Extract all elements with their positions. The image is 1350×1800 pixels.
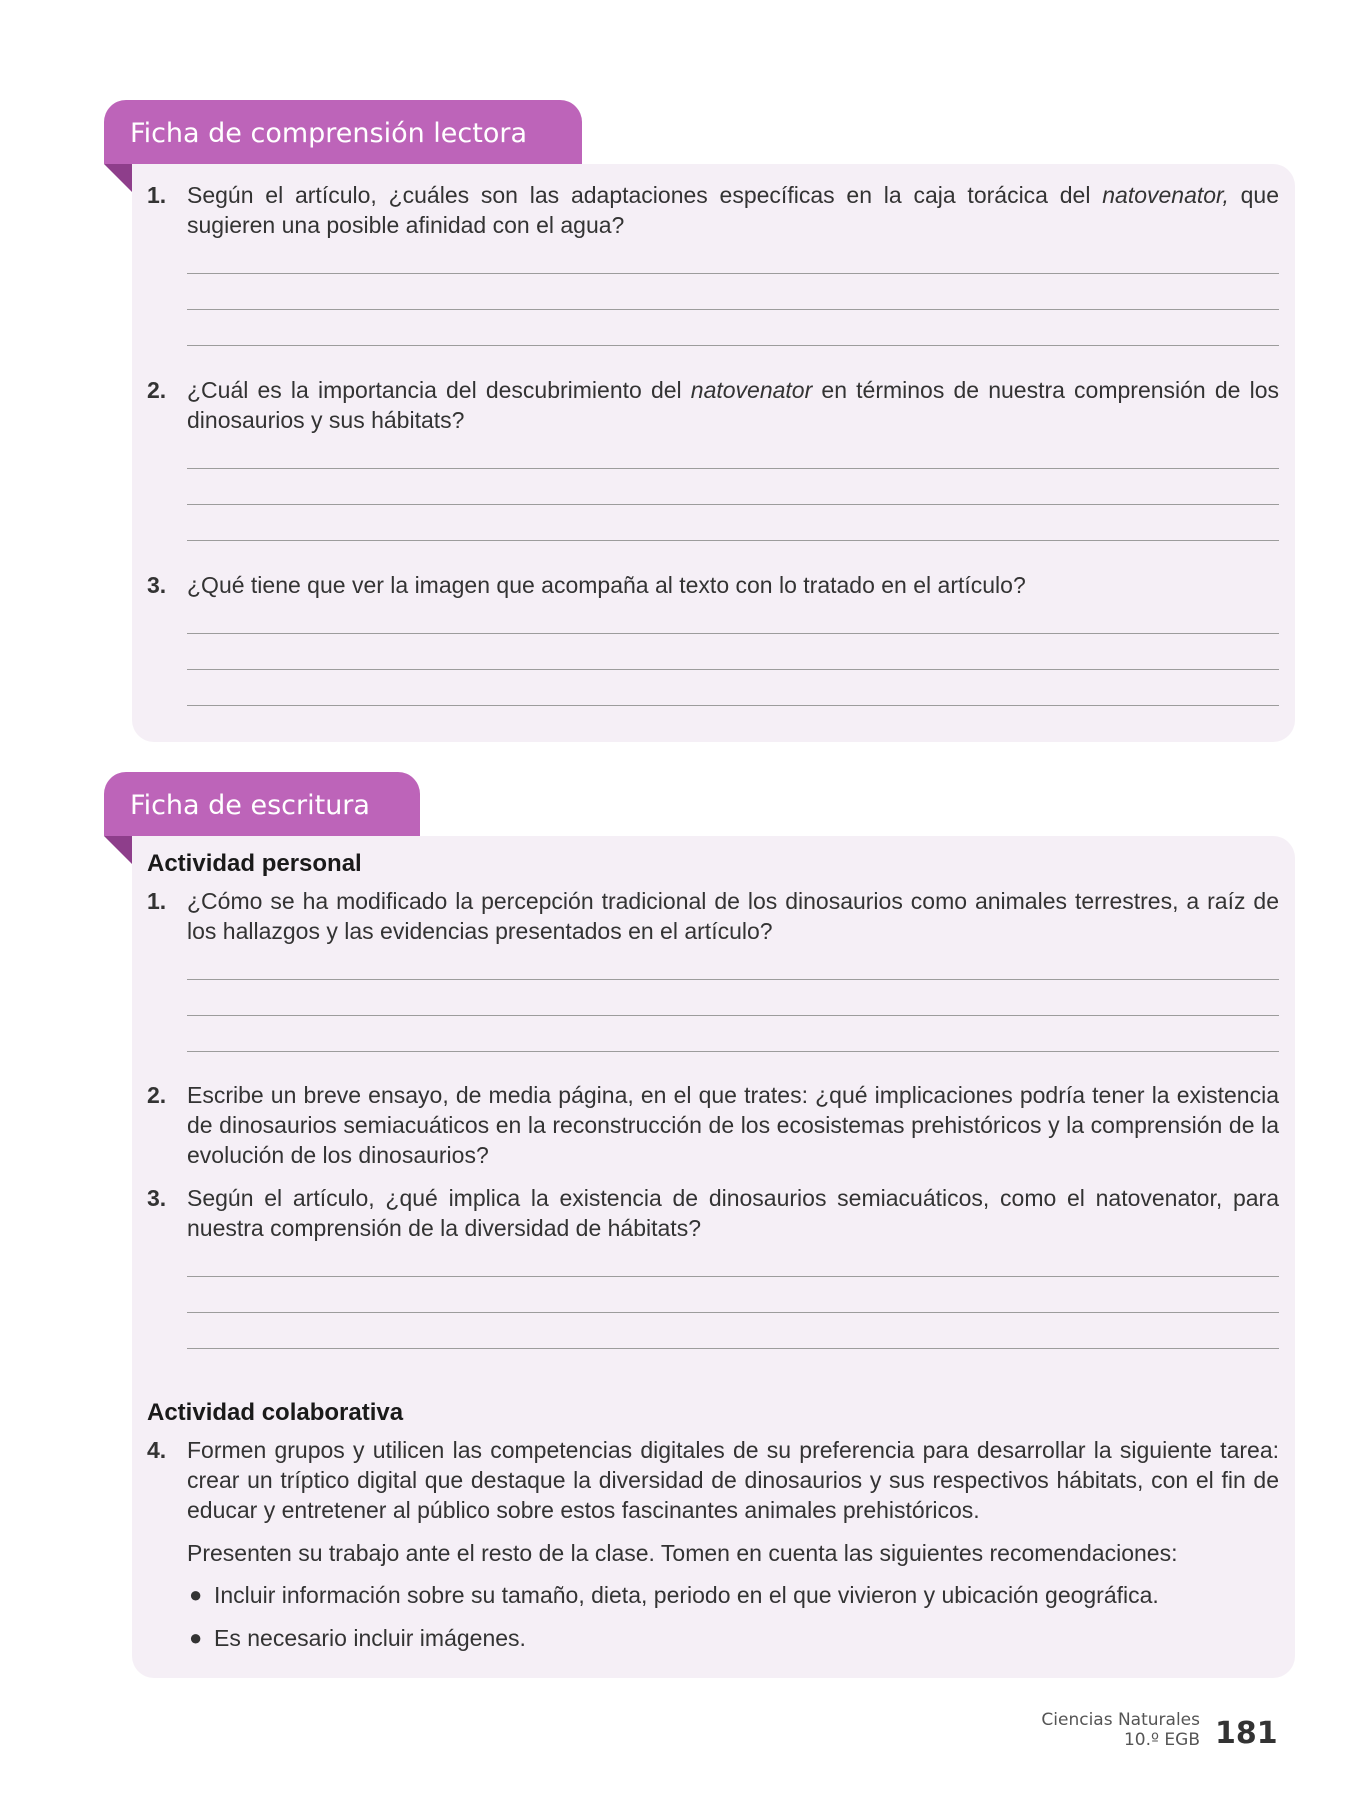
answer-line[interactable] <box>187 1276 1279 1277</box>
question-number: 3. <box>147 572 167 598</box>
question-text: Formen grupos y utilicen las competencias digitales de su preferencia para desarrollar la siguiente tarea: crear un tríptico digital que destaque la diversidad de dinosaurios y sus respectivos hábitats, con el fin de educar y entretener al público sobre estos fascinantes animales prehistóricos. <box>187 1437 1279 1523</box>
answer-line[interactable] <box>187 1015 1279 1016</box>
tab-fold <box>104 164 132 192</box>
subject-label: Ciencias Naturales <box>1041 1710 1200 1730</box>
escritura-panel: Actividad personal 1. ¿Cómo se ha modificado la percepción tradicional de los dinosaurios como animales terrestres, a raíz de los hallazgos y las evidencias presentados en el artículo? 2. Escribe un breve ensayo, de media página, en el que trates: ¿qué implicaciones podría tener la existencia de dinosaurios semiacuáticos en la reconstrucción de los ecosistemas prehistóricos y la comprensión de la evolución de los dinosaurios? 3. Según el artículo, ¿qué implica la existencia de dinosaurios semiacuáticos, como el natovenator, para nuestra comprensión de la diversidad de hábitats? Actividad colaborativa 4. Formen grupos y utilicen las competencias digitales de su preferencia para desarrollar la siguiente tarea: crear un tríptico digital que destaque la diversidad de dinosaurios y sus respectivos hábitats, con el fin de educar y entretener al público sobre estos fascinantes animales prehistóricos. Presenten su trabajo ante el resto de la clase. Tomen en cuenta las siguientes recomendaciones: ● Incluir información sobre su tamaño, dieta, periodo en el que vivieron y ubicación geográfica. ● Es necesario incluir imágenes. <box>132 836 1295 1678</box>
activity-heading: Actividad personal <box>147 850 362 877</box>
question-text: ¿Qué tiene que ver la imagen que acompaña al texto con lo tratado en el artículo? <box>187 572 1026 598</box>
question-number: 1. <box>147 182 167 208</box>
answer-line[interactable] <box>187 468 1279 469</box>
bullet-icon: ● <box>189 1625 203 1650</box>
question-number: 2. <box>147 1082 167 1108</box>
activity-heading: Actividad colaborativa <box>147 1399 404 1426</box>
page-number: 181 <box>1215 1716 1278 1751</box>
grade-label: 10.º EGB <box>1123 1730 1200 1750</box>
question-number: 3. <box>147 1185 167 1211</box>
answer-line[interactable] <box>187 273 1279 274</box>
answer-line[interactable] <box>187 979 1279 980</box>
section-tab-comprension <box>104 100 582 164</box>
question-text: ¿Cuál es la importancia del descubrimiento del natovenator en términos de nuestra comprensión de los dinosaurios y sus hábitats? <box>187 377 1279 433</box>
tab-fold <box>104 836 132 864</box>
section-tab-escritura <box>104 772 420 836</box>
answer-line[interactable] <box>187 1051 1279 1052</box>
answer-line[interactable] <box>187 633 1279 634</box>
question-number: 2. <box>147 377 167 403</box>
question-text: Según el artículo, ¿cuáles son las adaptaciones específicas en la caja torácica del natovenator, que sugieren una posible afinidad con el agua? <box>187 182 1280 238</box>
answer-line[interactable] <box>187 1348 1279 1349</box>
answer-line[interactable] <box>187 1312 1279 1313</box>
question-text: ¿Cómo se ha modificado la percepción tradicional de los dinosaurios como animales terrestres, a raíz de los hallazgos y las evidencias presentados en el artículo? <box>187 888 1279 944</box>
answer-line[interactable] <box>187 540 1279 541</box>
question-number: 4. <box>147 1437 167 1463</box>
answer-line[interactable] <box>187 309 1279 310</box>
section-title: Ficha de comprensión lectora <box>130 118 528 149</box>
answer-line[interactable] <box>187 705 1279 706</box>
bullet-icon: ● <box>189 1582 203 1607</box>
answer-line[interactable] <box>187 345 1279 346</box>
question-text: Según el artículo, ¿qué implica la existencia de dinosaurios semiacuáticos, como el natovenator, para nuestra comprensión de la diversidad de hábitats? <box>187 1185 1279 1241</box>
question-number: 1. <box>147 888 167 914</box>
footer-subject <box>1041 1710 1200 1750</box>
answer-line[interactable] <box>187 669 1279 670</box>
question-text: Escribe un breve ensayo, de media página, en el que trates: ¿qué implicaciones podría tener la existencia de dinosaurios semiacuáticos en la reconstrucción de los ecosistemas prehistóricos y la comprensión de la evolución de los dinosaurios? <box>187 1082 1279 1168</box>
section-title: Ficha de escritura <box>130 790 370 821</box>
comprension-panel <box>132 164 1295 742</box>
answer-line[interactable] <box>187 504 1279 505</box>
